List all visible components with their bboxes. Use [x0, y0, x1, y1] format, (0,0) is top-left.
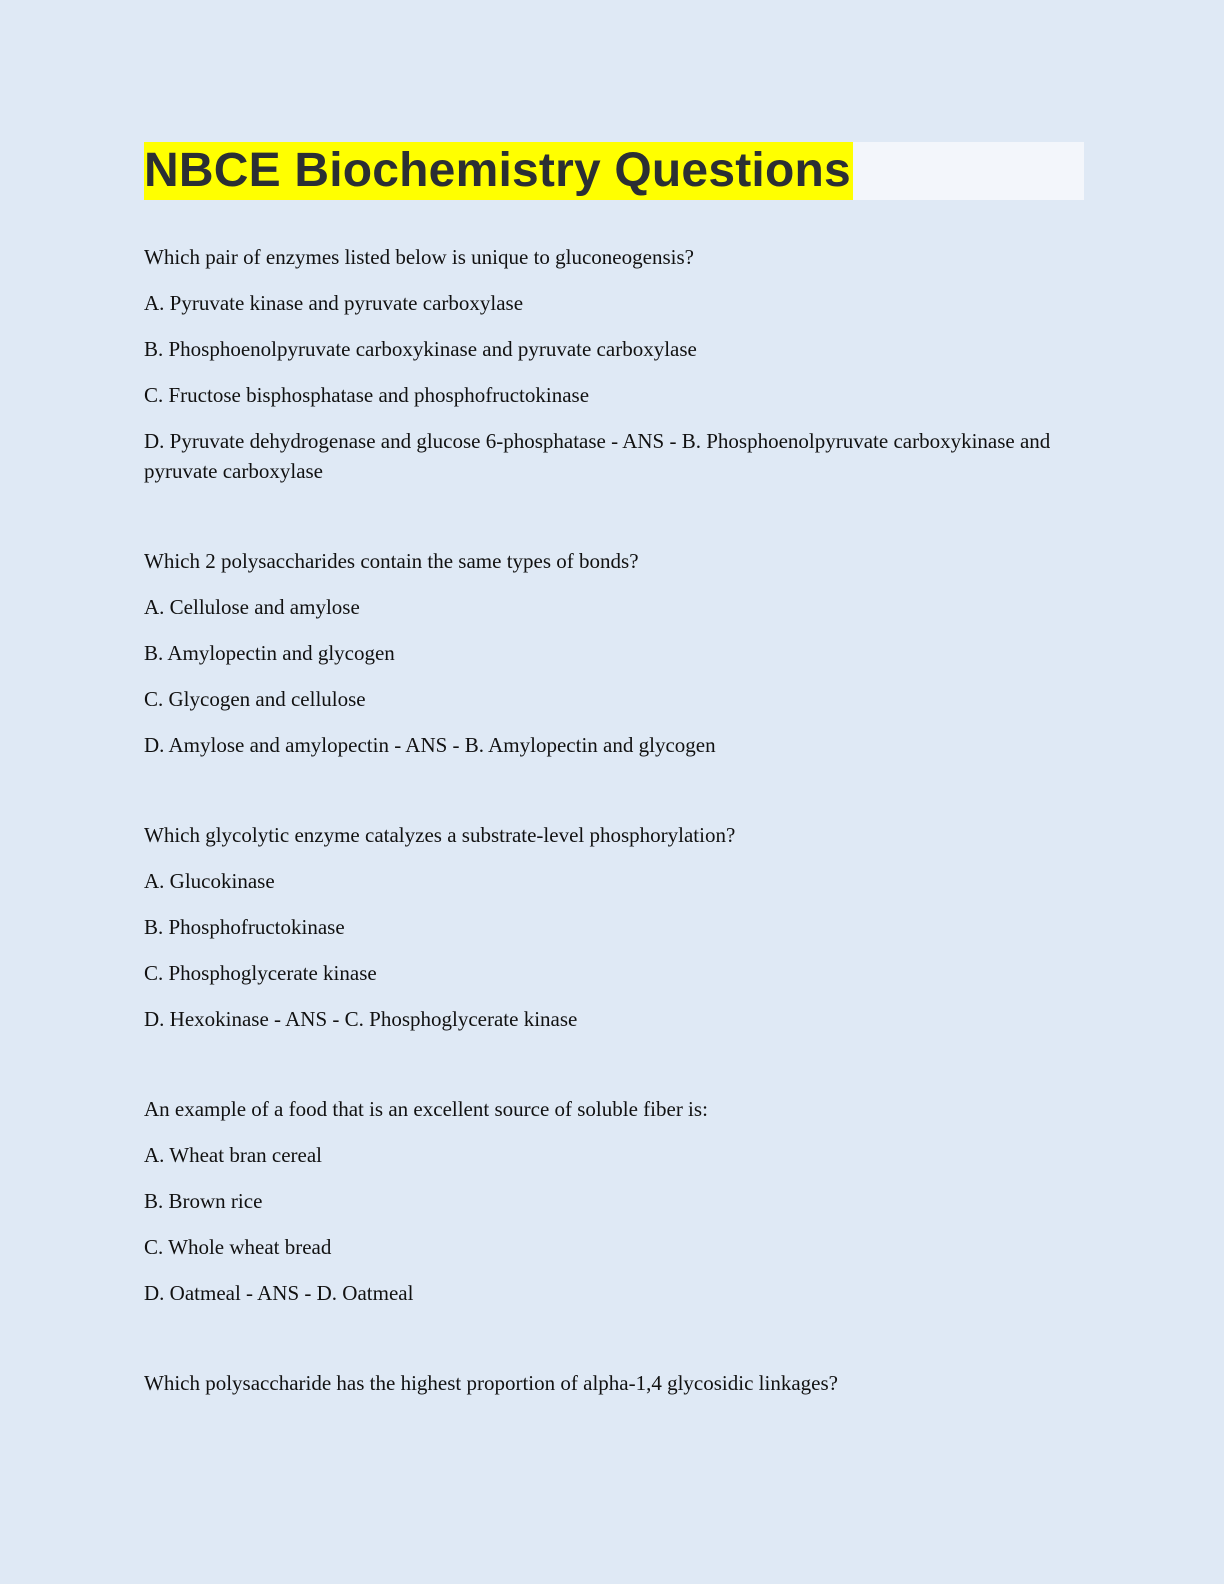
document-page — [144, 142, 1084, 1458]
answer-option: A. Glucokinase — [144, 869, 275, 893]
answer-option: B. Phosphofructokinase — [144, 915, 345, 939]
answer-option: B. Amylopectin and glycogen — [144, 641, 395, 665]
answer-option: A. Pyruvate kinase and pyruvate carboxylase — [144, 291, 524, 315]
question-text: Which pair of enzymes listed below is unique to gluconeogensis? — [144, 245, 694, 269]
answer-option: C. Phosphoglycerate kinase — [144, 961, 377, 985]
answer-option: A. Cellulose and amylose — [144, 595, 360, 619]
question-block — [144, 820, 1084, 1034]
answer-option: A. Wheat bran cereal — [144, 1143, 323, 1167]
document-title: NBCE Biochemistry Questions — [144, 142, 853, 200]
answer-option: D. Amylose and amylopectin - ANS - B. Amylopectin and glycogen — [144, 733, 716, 757]
question-text: Which 2 polysaccharides contain the same types of bonds? — [144, 549, 639, 573]
answer-option: B. Phosphoenolpyruvate carboxykinase and pyruvate carboxylase — [144, 337, 697, 361]
question-block — [144, 546, 1084, 760]
question-block — [144, 1368, 1084, 1398]
answer-option: D. Oatmeal - ANS - D. Oatmeal — [144, 1281, 414, 1305]
question-text: Which glycolytic enzyme catalyzes a substrate-level phosphorylation? — [144, 823, 736, 847]
question-block — [144, 242, 1084, 486]
answer-option: C. Whole wheat bread — [144, 1235, 332, 1259]
answer-option: B. Brown rice — [144, 1189, 263, 1213]
question-text: Which polysaccharide has the highest proportion of alpha-1,4 glycosidic linkages? — [144, 1371, 838, 1395]
answer-option: D. Hexokinase - ANS - C. Phosphoglycerate kinase — [144, 1007, 578, 1031]
question-list — [144, 242, 1084, 1398]
title-bar — [144, 142, 1084, 200]
answer-option: D. Pyruvate dehydrogenase and glucose 6-phosphatase - ANS - B. Phosphoenolpyruvate carboxykinase and pyruvate carboxylase — [144, 429, 1051, 483]
question-block — [144, 1094, 1084, 1308]
answer-option: C. Glycogen and cellulose — [144, 687, 366, 711]
answer-option: C. Fructose bisphosphatase and phosphofructokinase — [144, 383, 590, 407]
question-text: An example of a food that is an excellent source of soluble fiber is: — [144, 1097, 708, 1121]
